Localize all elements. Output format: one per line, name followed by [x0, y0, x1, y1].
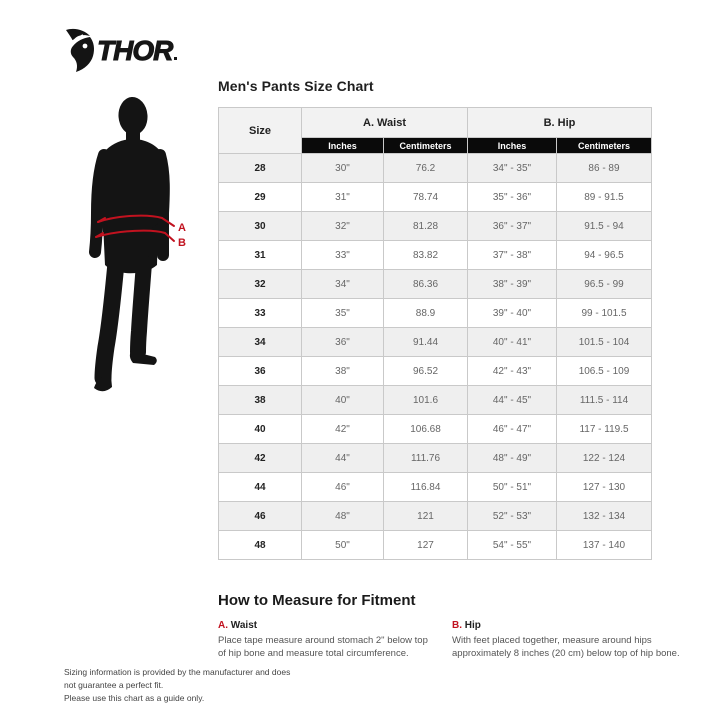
- waist-callout-label: A: [178, 222, 186, 234]
- table-row: [219, 270, 652, 299]
- table-row: [219, 357, 652, 386]
- header-size: Size: [219, 108, 302, 154]
- measure-title-waist: [218, 620, 436, 631]
- cell-hip_cm: 96.5 - 99: [557, 270, 652, 299]
- cell-size: 40: [219, 415, 302, 444]
- cell-waist_in: 44": [302, 444, 384, 473]
- cell-waist_cm: 83.82: [384, 241, 468, 270]
- cell-hip_in: 37" - 38": [468, 241, 557, 270]
- cell-waist_cm: 127: [384, 531, 468, 560]
- cell-hip_cm: 122 - 124: [557, 444, 652, 473]
- header-hip-centimeters: Centimeters: [557, 138, 652, 154]
- size-table-header: [219, 108, 652, 154]
- hip-callout-label: B: [178, 237, 186, 249]
- table-row: [219, 444, 652, 473]
- measure-name-hip: Hip: [464, 620, 481, 631]
- cell-waist_cm: 116.84: [384, 473, 468, 502]
- cell-hip_in: 50" - 51": [468, 473, 557, 502]
- cell-size: 42: [219, 444, 302, 473]
- cell-hip_in: 46" - 47": [468, 415, 557, 444]
- table-row: [219, 154, 652, 183]
- table-row: [219, 299, 652, 328]
- cell-waist_cm: 121: [384, 502, 468, 531]
- cell-hip_in: 35" - 36": [468, 183, 557, 212]
- cell-hip_in: 54" - 55": [468, 531, 557, 560]
- cell-waist_in: 34": [302, 270, 384, 299]
- table-row: [219, 183, 652, 212]
- cell-size: 36: [219, 357, 302, 386]
- header-waist-inches: Inches: [302, 138, 384, 154]
- table-row: [219, 415, 652, 444]
- cell-waist_cm: 78.74: [384, 183, 468, 212]
- table-row: [219, 386, 652, 415]
- cell-hip_in: 48" - 49": [468, 444, 557, 473]
- male-silhouette-svg: [70, 95, 215, 405]
- cell-hip_cm: 111.5 - 114: [557, 386, 652, 415]
- cell-size: 44: [219, 473, 302, 502]
- header-waist-centimeters: Centimeters: [384, 138, 468, 154]
- cell-waist_in: 42": [302, 415, 384, 444]
- cell-hip_cm: 89 - 91.5: [557, 183, 652, 212]
- sizing-disclaimer: [64, 666, 304, 704]
- measure-desc-waist: Place tape measure around stomach 2" below top of hip bone and measure total circumference.: [218, 635, 428, 660]
- measure-name-waist: Waist: [230, 620, 258, 631]
- measure-heading: How to Measure for Fitment: [218, 592, 416, 609]
- cell-hip_in: 42" - 43": [468, 357, 557, 386]
- cell-hip_in: 38" - 39": [468, 270, 557, 299]
- logo-trademark-dot: [174, 57, 177, 60]
- table-row: [219, 531, 652, 560]
- measure-letter-waist: A.: [218, 620, 228, 631]
- cell-size: 38: [219, 386, 302, 415]
- thor-logo-text: THOR: [97, 35, 173, 66]
- cell-waist_in: 35": [302, 299, 384, 328]
- cell-hip_cm: 117 - 119.5: [557, 415, 652, 444]
- cell-size: 30: [219, 212, 302, 241]
- cell-waist_in: 40": [302, 386, 384, 415]
- cell-hip_cm: 106.5 - 109: [557, 357, 652, 386]
- header-waist: A. Waist: [302, 108, 468, 138]
- measure-columns: [218, 620, 706, 661]
- cell-waist_cm: 86.36: [384, 270, 468, 299]
- cell-waist_in: 33": [302, 241, 384, 270]
- table-row: [219, 502, 652, 531]
- cell-waist_cm: 111.76: [384, 444, 468, 473]
- cell-hip_cm: 86 - 89: [557, 154, 652, 183]
- cell-waist_cm: 76.2: [384, 154, 468, 183]
- page-title: Men's Pants Size Chart: [218, 78, 374, 94]
- disclaimer-line-2: Please use this chart as a guide only.: [64, 692, 205, 703]
- cell-waist_cm: 81.28: [384, 212, 468, 241]
- thor-helmet-icon: [66, 29, 94, 72]
- measure-section: [218, 592, 706, 661]
- cell-waist_in: 31": [302, 183, 384, 212]
- cell-size: 48: [219, 531, 302, 560]
- cell-size: 28: [219, 154, 302, 183]
- header-hip-inches: Inches: [468, 138, 557, 154]
- cell-size: 34: [219, 328, 302, 357]
- cell-waist_in: 32": [302, 212, 384, 241]
- cell-hip_cm: 99 - 101.5: [557, 299, 652, 328]
- male-silhouette: [94, 96, 164, 391]
- cell-waist_cm: 91.44: [384, 328, 468, 357]
- cell-waist_cm: 101.6: [384, 386, 468, 415]
- measure-item-waist: [218, 620, 436, 661]
- size-table-rows: [219, 154, 652, 560]
- cell-size: 46: [219, 502, 302, 531]
- cell-waist_in: 48": [302, 502, 384, 531]
- cell-hip_cm: 94 - 96.5: [557, 241, 652, 270]
- cell-hip_in: 40" - 41": [468, 328, 557, 357]
- cell-waist_cm: 88.9: [384, 299, 468, 328]
- cell-hip_in: 39" - 40": [468, 299, 557, 328]
- measure-desc-hip: With feet placed together, measure around hips approximately 8 inches (20 cm) below top of hip bone.: [452, 635, 680, 660]
- cell-waist_cm: 106.68: [384, 415, 468, 444]
- table-row: [219, 212, 652, 241]
- cell-size: 32: [219, 270, 302, 299]
- measurement-figure: [70, 95, 215, 405]
- thor-logo-svg: [62, 28, 182, 74]
- cell-hip_cm: 101.5 - 104: [557, 328, 652, 357]
- cell-hip_in: 36" - 37": [468, 212, 557, 241]
- main-column: [218, 78, 652, 560]
- table-row: [219, 328, 652, 357]
- cell-hip_cm: 132 - 134: [557, 502, 652, 531]
- cell-hip_cm: 137 - 140: [557, 531, 652, 560]
- cell-hip_cm: 127 - 130: [557, 473, 652, 502]
- table-row: [219, 473, 652, 502]
- size-table: [218, 107, 652, 560]
- cell-waist_in: 38": [302, 357, 384, 386]
- table-row: [219, 241, 652, 270]
- cell-waist_in: 36": [302, 328, 384, 357]
- cell-hip_in: 34" - 35": [468, 154, 557, 183]
- measure-item-hip: [452, 620, 704, 661]
- cell-size: 31: [219, 241, 302, 270]
- measure-title-hip: [452, 620, 704, 631]
- thor-logo: [62, 28, 182, 74]
- cell-waist_cm: 96.52: [384, 357, 468, 386]
- cell-hip_in: 44" - 45": [468, 386, 557, 415]
- cell-waist_in: 30": [302, 154, 384, 183]
- measure-letter-hip: B.: [452, 620, 462, 631]
- cell-hip_in: 52" - 53": [468, 502, 557, 531]
- header-hip: B. Hip: [468, 108, 652, 138]
- cell-waist_in: 46": [302, 473, 384, 502]
- disclaimer-line-1: Sizing information is provided by the manufacturer and does not guarantee a perfect fit.: [64, 667, 291, 690]
- cell-waist_in: 50": [302, 531, 384, 560]
- cell-hip_cm: 91.5 - 94: [557, 212, 652, 241]
- cell-size: 33: [219, 299, 302, 328]
- cell-size: 29: [219, 183, 302, 212]
